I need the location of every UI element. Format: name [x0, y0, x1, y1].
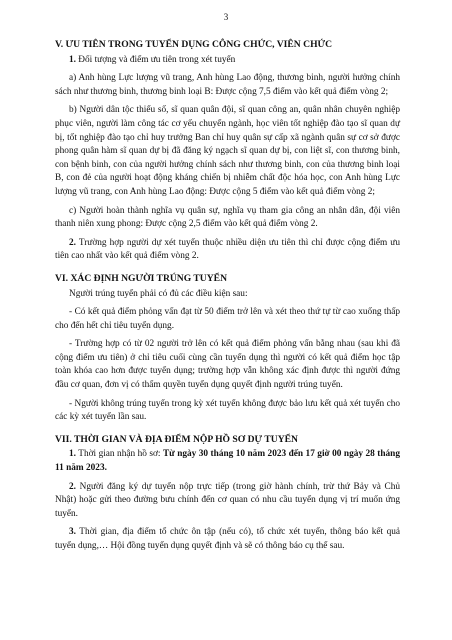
- page-number: 3: [223, 12, 229, 22]
- paragraph: [55, 306, 400, 333]
- section-heading: V. ƯU TIÊN TRONG TUYỂN DỤNG CÔNG CHỨC, VIÊN CHỨC: [55, 39, 333, 50]
- paragraph: [55, 72, 400, 99]
- paragraph-text: Trường hợp người dự xét tuyển thuộc nhiều diện ưu tiên thì chỉ được cộng điểm ưu tiên cao nhất vào kết quả điểm vòng 2.: [55, 237, 400, 262]
- item-number: 3.: [69, 527, 76, 538]
- paragraph: [55, 104, 400, 199]
- paragraph: [55, 288, 400, 302]
- paragraph-text: a) Anh hùng Lực lượng vũ trang, Anh hùng Lao động, thương binh, người hưởng chính sách như thương binh, thương binh loại B: Được cộng 7,5 điểm vào kết quả điểm vòng 2;: [55, 73, 400, 97]
- paragraph-text: b) Người dân tộc thiểu số, sĩ quan quân đội, sĩ quan công an, quân nhân chuyên nghiệp phục viên, người làm công tác cơ yếu chuyển ngành, học viên tốt nghiệp đào tạo sĩ quan dự bị, tốt nghiệp đào tạo chỉ huy trưởng Ban chỉ huy quân sự cấp xã ngành quân sự cơ sở được phong quân hàm sĩ quan dự bị đã đăng ký ngạch sĩ quan dự bị, con liệt sĩ, con thương binh, con bệnh binh, con của người hưởng chính sách như thương binh, con của thương binh loại B, con đẻ của người hoạt động kháng chiến bị nhiễm chất độc hóa học, con Anh hùng Lực lượng vũ trang, con Anh hùng Lao động: Được cộng 5 điểm vào kết quả điểm vòng 2;: [55, 105, 400, 197]
- paragraph: [55, 54, 400, 68]
- paragraph-text: Người trúng tuyển phải có đủ các điều kiện sau:: [69, 288, 248, 299]
- paragraph: [55, 338, 400, 392]
- paragraph-text: Đối tượng và điểm ưu tiên trong xét tuyển: [75, 54, 236, 65]
- item-number: 2.: [69, 237, 76, 248]
- paragraph: [55, 481, 400, 522]
- item-number: 2.: [69, 481, 76, 492]
- paragraph-text: - Có kết quả điểm phỏng vấn đạt từ 50 điểm trở lên và xét theo thứ tự từ cao xuống thấp cho đến hết chỉ tiêu tuyển dụng.: [55, 307, 400, 331]
- section: [55, 38, 400, 264]
- item-number: 1.: [69, 54, 76, 65]
- paragraph-text: Thời gian, địa điểm tổ chức ôn tập (nếu có), tổ chức xét tuyển, thông báo kết quả tuyển dụng,… Hội đồng tuyển dụng quyết định và sẽ có thông báo cụ thể sau.: [55, 527, 400, 551]
- item-number: 1.: [69, 449, 76, 460]
- paragraph-text: Người đăng ký dự tuyển nộp trực tiếp (trong giờ hành chính, trừ thứ Bảy và Chủ Nhật) hoặc gửi theo đường bưu chính đến cơ quan có nhu cầu tuyển dụng vị trí muốn ứng tuyển.: [55, 481, 400, 519]
- section: [55, 433, 400, 554]
- paragraph-text: - Trường hợp có từ 02 người trở lên có kết quả điểm phỏng vấn bằng nhau (sau khi đã cộng điểm ưu tiên) ở chỉ tiêu cuối cùng cần tuyển dụng thì người có kết quả điểm học tập toàn khóa cao hơn được tuyển dụng; trường hợp vẫn không xác định được thì người đứng đầu cơ quan, đơn vị có thẩm quyền tuyển dụng quyết định người trúng tuyển.: [55, 339, 400, 391]
- paragraph: [55, 205, 400, 232]
- paragraph: [55, 398, 400, 425]
- paragraph: [55, 237, 400, 264]
- paragraph-text: - Người không trúng tuyển trong kỳ xét tuyển không được bảo lưu kết quả xét tuyển cho các kỳ xét tuyển lần sau.: [55, 398, 400, 423]
- section-heading: VII. THỜI GIAN VÀ ĐỊA ĐIỂM NỘP HỒ SƠ DỰ TUYỂN: [55, 433, 298, 445]
- paragraph: [55, 448, 400, 475]
- section: [55, 272, 400, 425]
- paragraph-text: Thời gian nhận hồ sơ:: [75, 449, 163, 460]
- paragraph: [55, 526, 400, 553]
- paragraph-bold-text: Từ ngày 30 tháng 10 năm 2023 đến 17 giờ 00 ngày 28 tháng 11 năm 2023.: [55, 449, 400, 474]
- paragraph-text: c) Người hoàn thành nghĩa vụ quân sự, nghĩa vụ tham gia công an nhân dân, đội viên thanh niên xung phong: Được cộng 2,5 điểm vào kết quả điểm vòng 2.: [55, 205, 400, 230]
- section-heading: VI. XÁC ĐỊNH NGƯỜI TRÚNG TUYỂN: [55, 272, 227, 284]
- document-body: [55, 38, 400, 559]
